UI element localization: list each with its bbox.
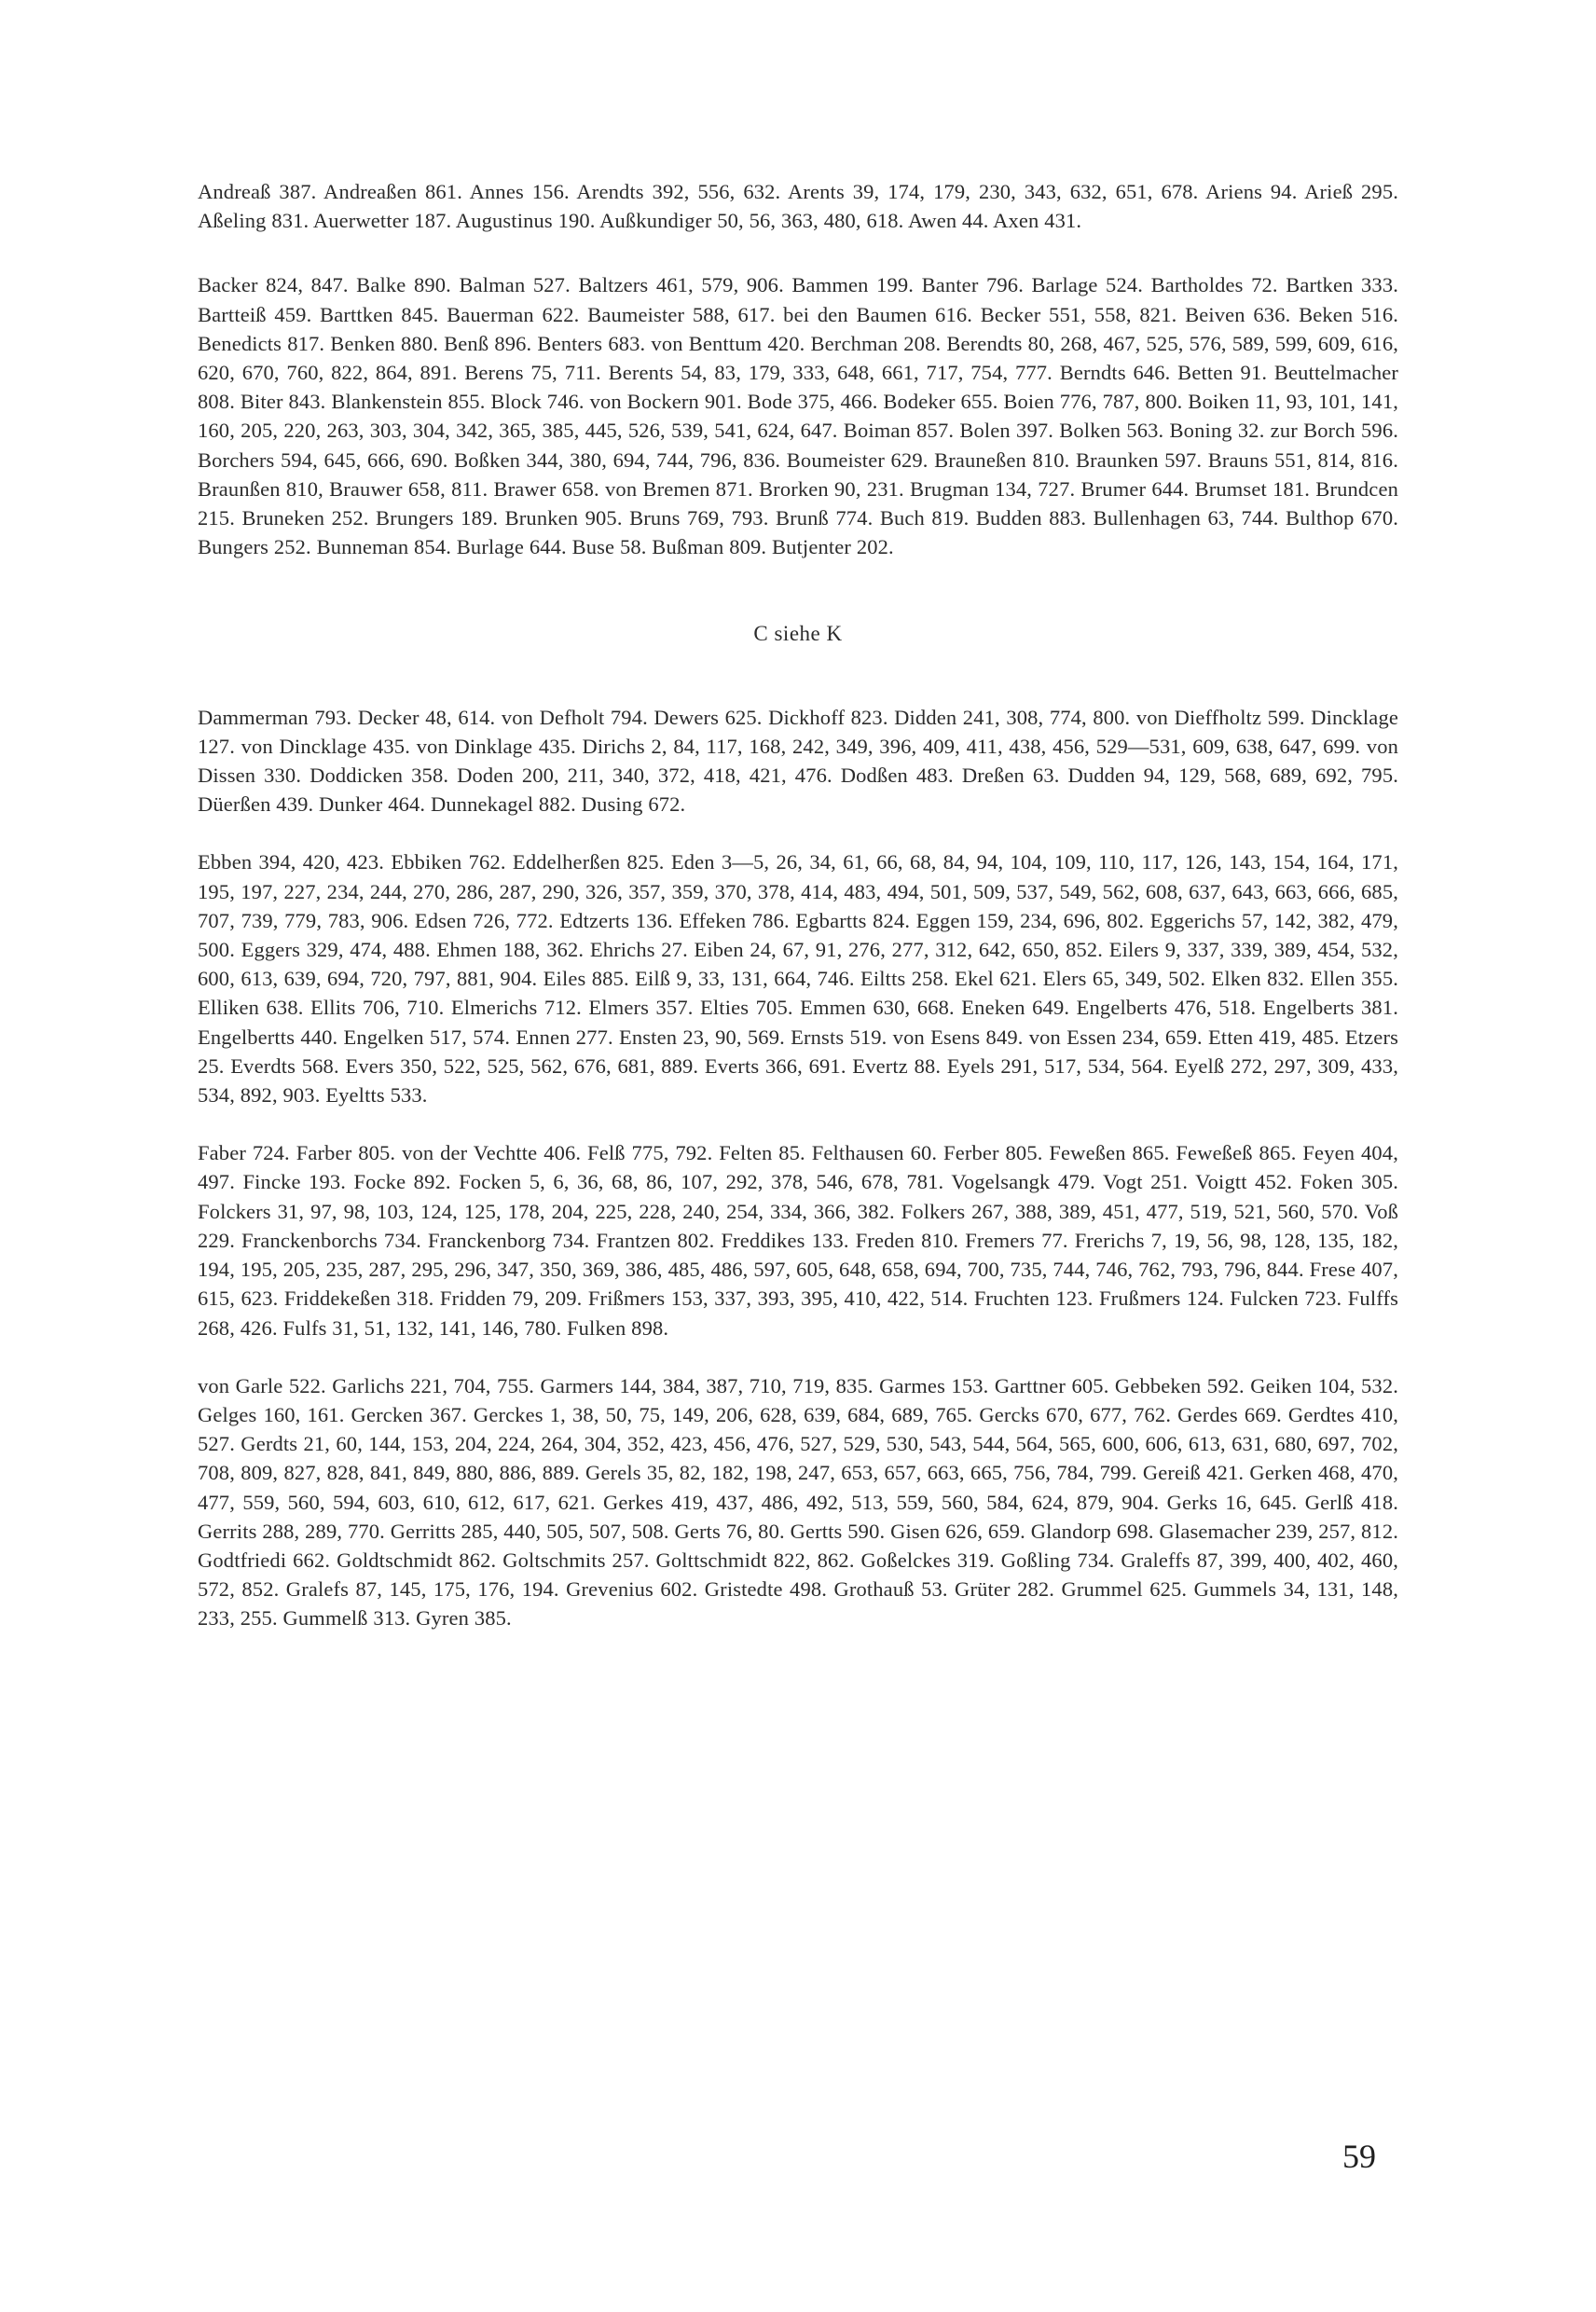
index-section-g: von Garle 522. Garlichs 221, 704, 755. Garmers 144, 384, 387, 710, 719, 835. Garmes 153. Garttner 605. Gebbeken 592. Geiken 104, 532. Gelges 160, 161. Gercken 367. Gerckes 1, 38, 50, 75, 149, 206, 628, 639, 684, 689, 765. Gercks 670, 677, 762. Gerdes 669. Gerdtes 410, 527. Gerdts 21, 60, 144, 153, 204, 224, 264, 304, 352, 423, 456, 476, 527, 529, 530, 543, 544, 564, 565, 600, 606, 613, 631, 680, 697, 702, 708, 809, 827, 828, 841, 849, 880, 886, 889. Gerels 35, 82, 182, 198, 247, 653, 657, 663, 665, 756, 784, 799. Gereiß 421. Gerken 468, 470, 477, 559, 560, 594, 603, 610, 612, 617, 621. Gerkes 419, 437, 486, 492, 513, 559, 560, 584, 624, 879, 904. Gerks 16, 645. Gerlß 418. Gerrits 288, 289, 770. Gerritts 285, 440, 505, 507, 508. Gerts 76, 80. Gertts 590. Gisen 626, 659. Glandorp 698. Glasemacher 239, 257, 812. Godtfriedi 662. Goldtschmidt 862. Goltschmits 257. Golttschmidt 822, 862. Goßelckes 319. Goßling 734. Graleffs 87, 399, 400, 402, 460, 572, 852. Gralefs 87, 145, 175, 176, 194. Grevenius 602. Gristedte 498. Grothauß 53. Grüter 282. Grummel 625. Gummels 34, 131, 148, 233, 255. Gummelß 313. Gyren 385. xyxy=(198,1373,1398,1631)
page-number: 59 xyxy=(1342,2138,1376,2175)
index-section-a: Andreaß 387. Andreaßen 861. Annes 156. Arendts 392, 556, 632. Arents 39, 174, 179, 230, 343, 632, 651, 678. Ariens 94. Arieß 295. Aßeling 831. Auerwetter 187. Augustinus 190. Außkundiger 50, 56, 363, 480, 618. Awen 44. Axen 431. xyxy=(198,180,1398,233)
index-section-d: Dammerman 793. Decker 48, 614. von Defholt 794. Dewers 625. Dickhoff 823. Didden 241, 308, 774, 800. von Dieffholtz 599. Dincklage 127. von Dincklage 435. von Dinklage 435. Dirichs 2, 84, 117, 168, 242, 349, 396, 409, 411, 438, 456, 529—531, 609, 638, 647, 699. von Dissen 330. Doddicken 358. Doden 200, 211, 340, 372, 418, 421, 476. Dodßen 483. Dreßen 63. Dudden 94, 129, 568, 689, 692, 795. Düerßen 439. Dunker 464. Dunnekagel 882. Dusing 672. xyxy=(198,705,1398,817)
index-page-body xyxy=(198,177,1398,1633)
index-section-f: Faber 724. Farber 805. von der Vechtte 406. Felß 775, 792. Felten 85. Felthausen 60. Ferber 805. Feweßen 865. Feweßeß 865. Feyen 404, 497. Fincke 193. Focke 892. Focken 5, 6, 36, 68, 86, 107, 292, 378, 546, 678, 781. Vogelsangk 479. Vogt 251. Voigtt 452. Foken 305. Folckers 31, 97, 98, 103, 124, 125, 178, 204, 225, 228, 240, 254, 334, 366, 382. Folkers 267, 388, 389, 451, 477, 519, 521, 560, 570. Voß 229. Franckenborchs 734. Franckenborg 734. Frantzen 802. Freddikes 133. Freden 810. Fremers 77. Frerichs 7, 19, 56, 98, 128, 135, 182, 194, 195, 205, 235, 287, 295, 296, 347, 350, 369, 386, 485, 486, 597, 605, 648, 658, 694, 700, 735, 744, 746, 762, 793, 796, 844. Frese 407, 615, 623. Friddekeßen 318. Fridden 79, 209. Frißmers 153, 337, 393, 395, 410, 422, 514. Fruchten 123. Frußmers 124. Fulcken 723. Fulffs 268, 426. Fulfs 31, 51, 132, 141, 146, 780. Fulken 898. xyxy=(198,1141,1398,1340)
section-heading-c: C siehe K xyxy=(753,622,843,646)
index-section-e: Ebben 394, 420, 423. Ebbiken 762. Eddelherßen 825. Eden 3—5, 26, 34, 61, 66, 68, 84, 94, 104, 109, 110, 117, 126, 143, 154, 164, 171, 195, 197, 227, 234, 244, 270, 286, 287, 290, 326, 357, 359, 370, 378, 414, 483, 494, 501, 509, 537, 549, 562, 608, 637, 643, 663, 666, 685, 707, 739, 779, 783, 906. Edsen 726, 772. Edtzerts 136. Effeken 786. Egbartts 824. Eggen 159, 234, 696, 802. Eggerichs 57, 142, 382, 479, 500. Eggers 329, 474, 488. Ehmen 188, 362. Ehrichs 27. Eiben 24, 67, 91, 276, 277, 312, 642, 650, 852. Eilers 9, 337, 339, 389, 454, 532, 600, 613, 639, 694, 720, 797, 881, 904. Eiles 885. Eilß 9, 33, 131, 664, 746. Eiltts 258. Ekel 621. Elers 65, 349, 502. Elken 832. Ellen 355. Elliken 638. Ellits 706, 710. Elmerichs 712. Elmers 357. Elties 705. Emmen 630, 668. Eneken 649. Engelberts 476, 518. Engelberts 381. Engelbertts 440. Engelken 517, 574. Ennen 277. Ensten 23, 90, 569. Ernsts 519. von Esens 849. von Essen 234, 659. Etten 419, 485. Etzers 25. Everdts 568. Evers 350, 522, 525, 562, 676, 681, 889. Everts 366, 691. Evertz 88. Eyels 291, 517, 534, 564. Eyelß 272, 297, 309, 433, 534, 892, 903. Eyeltts 533. xyxy=(198,850,1398,1108)
index-section-b: Backer 824, 847. Balke 890. Balman 527. Baltzers 461, 579, 906. Bammen 199. Banter 796. Barlage 524. Bartholdes 72. Bartken 333. Bartteiß 459. Barttken 845. Bauerman 622. Baumeister 588, 617. bei den Baumen 616. Becker 551, 558, 821. Beiven 636. Beken 516. Benedicts 817. Benken 880. Benß 896. Benters 683. von Benttum 420. Berchman 208. Berendts 80, 268, 467, 525, 576, 589, 599, 609, 616, 620, 670, 760, 822, 864, 891. Berens 75, 711. Berents 54, 83, 179, 333, 648, 661, 717, 754, 777. Berndts 646. Betten 91. Beuttelmacher 808. Biter 843. Blankenstein 855. Block 746. von Bockern 901. Bode 375, 466. Bodeker 655. Boien 776, 787, 800. Boiken 11, 93, 101, 141, 160, 205, 220, 263, 303, 304, 342, 365, 385, 445, 526, 539, 541, 624, 647. Boiman 857. Bolen 397. Bolken 563. Boning 32. zur Borch 596. Borchers 594, 645, 666, 690. Boßken 344, 380, 694, 744, 796, 836. Boumeister 629. Brauneßen 810. Braunken 597. Brauns 551, 814, 816. Braunßen 810, Brauwer 658, 811. Brawer 658. von Bremen 871. Brorken 90, 231. Brugman 134, 727. Brumer 644. Brumset 181. Brundcen 215. Bruneken 252. Brungers 189. Brunken 905. Bruns 769, 793. Brunß 774. Buch 819. Budden 883. Bullenhagen 63, 744. Bulthop 670. Bungers 252. Bunneman 854. Burlage 644. Buse 58. Bußman 809. Butjenter 202. xyxy=(198,273,1398,559)
